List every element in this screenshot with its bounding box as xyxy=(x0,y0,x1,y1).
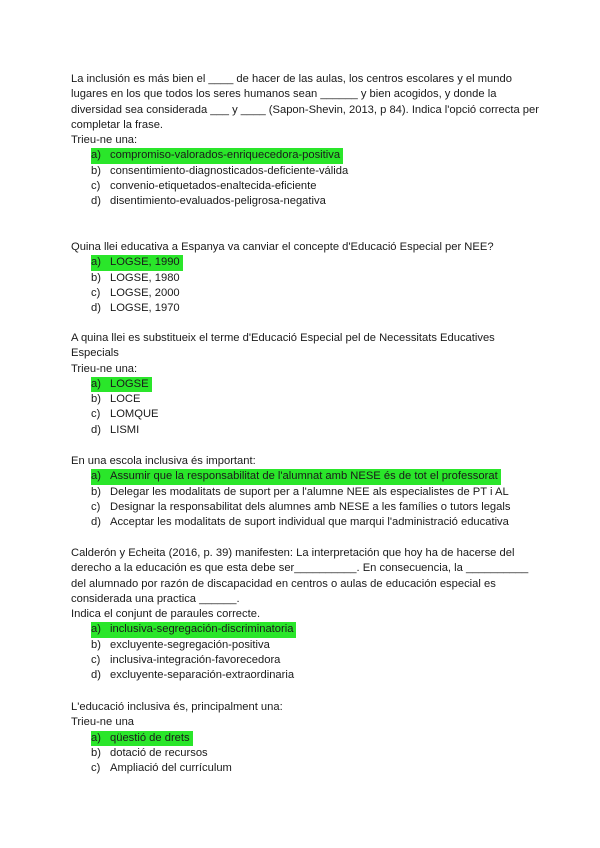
option-c[interactable]: c) convenio-etiquetados-enaltecida-eficiente xyxy=(91,180,317,193)
question-1 xyxy=(71,72,541,210)
option-b[interactable]: b) LOGSE, 1980 xyxy=(91,271,180,284)
options-list xyxy=(71,622,541,683)
option-a-correct[interactable]: a) LOGSE xyxy=(91,377,152,392)
option-b[interactable]: b) dotació de recursos xyxy=(91,746,208,759)
option-d[interactable]: d) Acceptar les modalitats de suport individual que marqui l'administració educativa xyxy=(91,516,509,529)
option-d[interactable]: d) excluyente-separación-extraordinaria xyxy=(91,669,295,682)
option-d[interactable]: d) LISMI xyxy=(91,423,140,436)
question-prompt: Trieu-ne una xyxy=(71,716,135,729)
question-3 xyxy=(71,331,541,438)
option-b[interactable]: b) LOCE xyxy=(91,393,141,406)
option-d[interactable]: d) disentimiento-evaluados-peligrosa-negativa xyxy=(91,195,326,208)
question-prompt: Indica el conjunt de paraules correcte. xyxy=(71,608,261,621)
question-prompt: Trieu-ne una: xyxy=(71,362,138,375)
option-c[interactable]: c) inclusiva-integración-favorecedora xyxy=(91,654,281,667)
question-2 xyxy=(71,240,541,316)
option-b[interactable]: b) excluyente-segregación-positiva xyxy=(91,638,270,651)
option-a-correct[interactable]: a) qüestió de drets xyxy=(91,731,193,746)
option-c[interactable]: c) LOMQUE xyxy=(91,408,159,421)
options-list xyxy=(71,731,541,777)
question-stem: L'educació inclusiva és, principalment una: xyxy=(71,701,283,713)
question-prompt: Trieu-ne una: xyxy=(71,134,138,147)
question-6 xyxy=(71,700,541,776)
option-c[interactable]: c) Ampliació del currículum xyxy=(91,762,232,775)
question-stem: Quina llei educativa a Espanya va canviar el concepte d'Educació Especial per NEE? xyxy=(71,241,494,253)
option-b[interactable]: b) consentimiento-diagnosticados-deficiente-válida xyxy=(91,164,349,177)
options-list xyxy=(71,377,541,438)
option-d[interactable]: d) LOGSE, 1970 xyxy=(91,302,180,315)
option-b[interactable]: b) Delegar les modalitats de suport per a l'alumne NEE als especialistes de PT i AL xyxy=(91,485,509,498)
options-list xyxy=(71,469,551,530)
option-a-correct[interactable]: a) LOGSE, 1990 xyxy=(91,255,183,270)
options-list xyxy=(71,148,541,209)
option-c[interactable]: c) LOGSE, 2000 xyxy=(91,286,180,299)
question-5 xyxy=(71,546,541,684)
option-a-correct[interactable]: a) compromiso-valorados-enriquecedora-positiva xyxy=(91,148,343,163)
option-c[interactable]: c) Designar la responsabilitat dels alumnes amb NESE a les famílies o tutors legals xyxy=(91,500,511,513)
option-a-correct[interactable]: a) inclusiva-segregación-discriminatoria xyxy=(91,622,296,637)
question-stem: A quina llei es substitueix el terme d'Educació Especial pel de Necessitats Educatives Especials xyxy=(71,332,495,360)
question-stem: Calderón y Echeita (2016, p. 39) manifesten: La interpretación que hoy ha de hacerse del derecho a la educación es que esta debe ser__________. En consecuencia, la __________ del alumnado por razón de discapacidad en centros o aulas de educación especial es considerada una practica ______. xyxy=(71,547,529,605)
question-stem: En una escola inclusiva és important: xyxy=(71,455,256,467)
question-stem: La inclusión es más bien el ____ de hacer de las aulas, los centros escolares y el mundo lugares en los que todos los seres humanos sean ______ y bien acogidos, y donde la diversidad sea considerada ___ y ____ (Sapon-Shevin, 2013, p 84). Indica l'opció correcta per completar la frase. xyxy=(71,73,539,131)
question-4 xyxy=(71,454,551,530)
option-a-correct[interactable]: a) Assumir que la responsabilitat de l'alumnat amb NESE és de tot el professorat xyxy=(91,469,501,484)
options-list xyxy=(71,255,541,316)
